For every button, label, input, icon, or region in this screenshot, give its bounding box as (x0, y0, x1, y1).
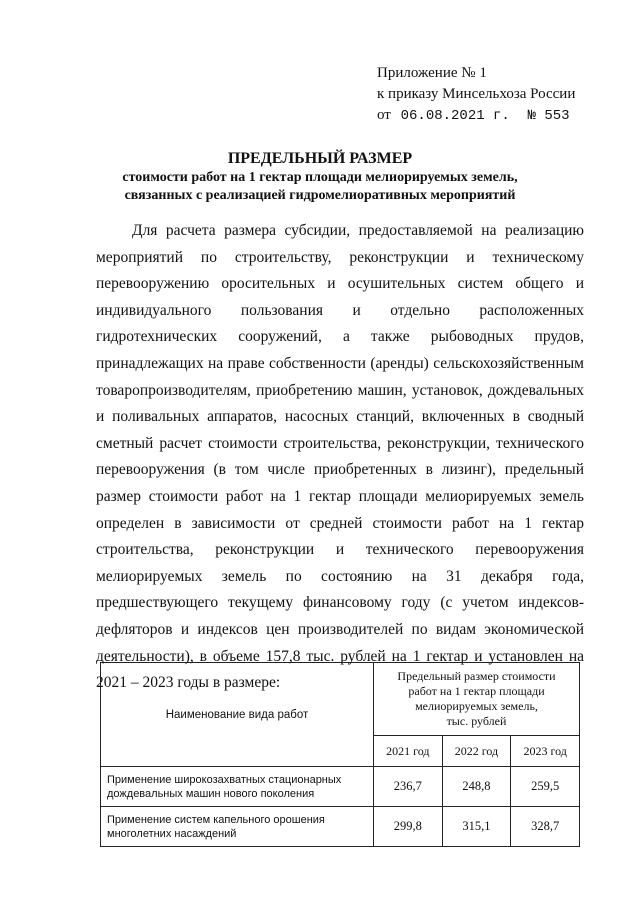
body-paragraph: Для расчета размера субсидии, предоставляемой на реализацию мероприятий по строительству, реконструкции и техническому перевооружению оросительных и осушительных систем общего и индивидуального пользования и отдельно расположенных гидротехнических сооружений, а также рыбоводных прудов, принадлежащих на праве собственности (аренды) сельскохозяйственным товаропроизводителям, приобретению машин, установок, дождевальных и поливальных аппаратов, насосных станций, включенных в сводный сметный расчет стоимости строительства, реконструкции, технического перевооружения (в том числе приобретенных в лизинг), предельный размер стоимости работ на 1 гектар площади мелиорируемых земель определен в зависимости от средней стоимости работ на 1 гектар строительства, реконструкции и технического перевооружения мелиорируемых земель по состоянию на 31 декабря года, предшествующего текущему финансовому году (с учетом индексов-дефляторов и индексов цен производителей по видам экономической деятельности), в объеме 157,8 тыс. рублей на 1 гектар и установлен на 2021 – 2023 годы в размере: (96, 222, 584, 692)
work-type-cell: Применение систем капельного орошения многолетних насаждений (101, 807, 374, 847)
cost-limit-header-line: Предельный размер стоимости (397, 669, 556, 683)
appendix-block (377, 63, 575, 127)
cost-limit-header-line: работ на 1 гектар площади (408, 684, 545, 698)
appendix-order-reference: к приказу Минсельхоза России (377, 86, 576, 102)
table-row (101, 807, 580, 847)
value-cell: 236,7 (374, 767, 443, 807)
appendix-title: Приложение № 1 (377, 65, 487, 81)
appendix-date: 06.08.2021 г. (400, 108, 510, 124)
cost-limit-header-line: тыс. рублей (446, 714, 507, 728)
document-subtitle-line2: связанных с реализацией гидромелиоративных мероприятий (124, 188, 516, 203)
appendix-order-number: № 553 (527, 108, 570, 124)
value-cell: 248,8 (442, 767, 511, 807)
document-subtitle-line1: стоимости работ на 1 гектар площади мелиорируемых земель, (122, 170, 518, 185)
value-cell: 315,1 (442, 807, 511, 847)
year-header: 2021 год (374, 736, 443, 767)
cost-limits-table (100, 662, 580, 847)
table-row (101, 767, 580, 807)
appendix-date-prefix: от (377, 107, 391, 123)
appendix-date-line (377, 105, 575, 127)
document-title: ПРЕДЕЛЬНЫЙ РАЗМЕР (227, 150, 413, 167)
cost-limit-header-line: мелиорируемых земель, (415, 699, 538, 713)
cost-limit-header (374, 663, 580, 736)
work-type-header: Наименование вида работ (101, 663, 374, 767)
value-cell: 259,5 (511, 767, 580, 807)
year-header: 2023 год (511, 736, 580, 767)
year-header: 2022 год (442, 736, 511, 767)
value-cell: 328,7 (511, 807, 580, 847)
value-cell: 299,8 (374, 807, 443, 847)
work-type-cell: Применение широкозахватных стационарных дождевальных машин нового поколения (101, 767, 374, 807)
